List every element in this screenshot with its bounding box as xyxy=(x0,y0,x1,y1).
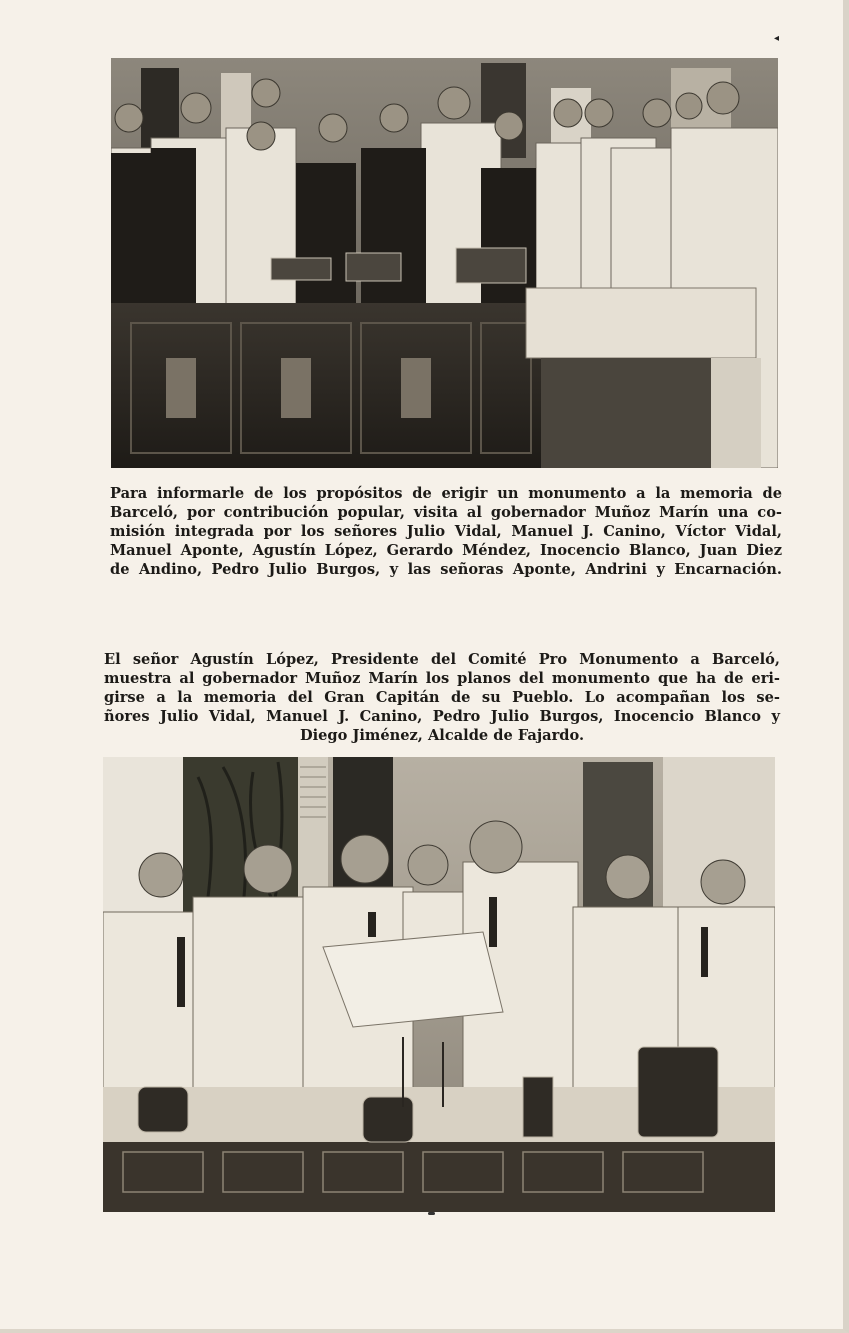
caption-top xyxy=(110,484,782,579)
caption-line: El señor Agustín López, Presidente del Comité Pro Monumento a Barceló, xyxy=(104,651,780,668)
print-mark xyxy=(428,1212,435,1215)
corner-mark: ◂ xyxy=(774,33,780,44)
caption-line: de Andino, Pedro Julio Burgos, y las señoras Aponte, Andrini y Encarnación. xyxy=(110,561,782,578)
caption-line: Para informarle de los propósitos de erigir un monumento a la memoria de xyxy=(110,485,782,502)
caption-line: Manuel Aponte, Agustín López, Gerardo Méndez, Inocencio Blanco, Juan Diez xyxy=(110,542,782,559)
photo-group-icon xyxy=(111,58,778,468)
caption-line: girse a la memoria del Gran Capitán de su Pueblo. Lo acompañan los se- xyxy=(104,689,780,706)
photo-group-icon xyxy=(103,757,775,1212)
caption-line: misión integrada por los señores Julio Vidal, Manuel J. Canino, Víctor Vidal, xyxy=(110,523,782,540)
caption-line: ñores Julio Vidal, Manuel J. Canino, Pedro Julio Burgos, Inocencio Blanco y xyxy=(104,708,780,725)
caption-line: muestra al gobernador Muñoz Marín los planos del monumento que ha de eri- xyxy=(104,670,780,687)
caption-line: Barceló, por contribución popular, visita al gobernador Muñoz Marín una co- xyxy=(110,504,782,521)
caption-line: Diego Jiménez, Alcalde de Fajardo. xyxy=(299,727,585,744)
photo-monument-plans xyxy=(103,757,775,1212)
caption-bottom xyxy=(104,650,780,745)
photo-commission-visit xyxy=(111,58,778,468)
